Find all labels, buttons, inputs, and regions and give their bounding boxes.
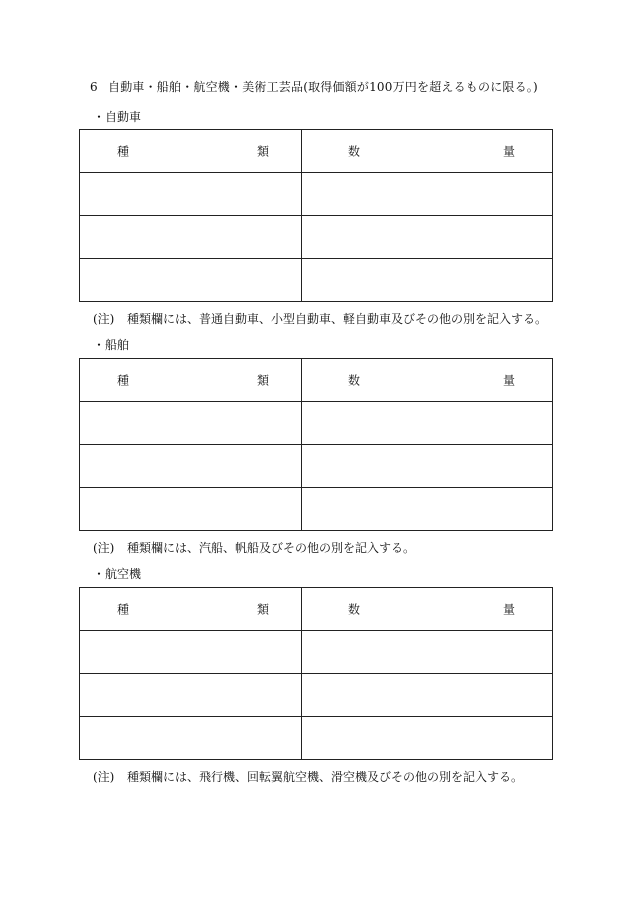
quantity-cell[interactable]	[302, 674, 553, 717]
quantity-header-char2: 量	[503, 602, 516, 617]
table-row	[80, 402, 553, 445]
quantity-header-char2: 量	[503, 373, 516, 388]
type-cell[interactable]	[80, 402, 302, 445]
type-header-char2: 類	[257, 373, 270, 388]
quantity-column-header	[302, 130, 553, 173]
quantity-cell[interactable]	[302, 631, 553, 674]
note-aircraft	[93, 768, 523, 785]
table-header-row	[80, 130, 553, 173]
quantity-header-char1: 数	[348, 373, 361, 388]
type-header-char2: 類	[257, 602, 270, 617]
quantity-cell[interactable]	[302, 216, 553, 259]
quantity-column-header	[302, 588, 553, 631]
note-mark: (注)	[93, 541, 115, 555]
note-mark: (注)	[93, 770, 115, 784]
type-cell[interactable]	[80, 674, 302, 717]
ship-table	[79, 358, 553, 531]
section-heading	[90, 78, 538, 95]
type-cell[interactable]	[80, 717, 302, 760]
table-header-row	[80, 359, 553, 402]
type-header-char1: 種	[117, 373, 130, 388]
quantity-header-char1: 数	[348, 144, 361, 159]
quantity-column-header	[302, 359, 553, 402]
table-row	[80, 173, 553, 216]
automobile-table	[79, 129, 553, 302]
note-text: 種類欄には、飛行機、回転翼航空機、滑空機及びその他の別を記入する。	[127, 770, 524, 784]
aircraft-table	[79, 587, 553, 760]
type-cell[interactable]	[80, 445, 302, 488]
subheading-automobile: ・自動車	[93, 110, 142, 124]
note-mark: (注)	[93, 312, 115, 326]
type-column-header	[80, 130, 302, 173]
note-text: 種類欄には、汽船、帆船及びその他の別を記入する。	[127, 541, 416, 555]
type-header-char2: 類	[257, 144, 270, 159]
quantity-cell[interactable]	[302, 445, 553, 488]
note-text: 種類欄には、普通自動車、小型自動車、軽自動車及びその他の別を記入する。	[127, 312, 548, 326]
quantity-header-char1: 数	[348, 602, 361, 617]
quantity-cell[interactable]	[302, 402, 553, 445]
quantity-cell[interactable]	[302, 173, 553, 216]
type-cell[interactable]	[80, 216, 302, 259]
table-row	[80, 259, 553, 302]
subheading-ship: ・船舶	[93, 338, 130, 352]
table-row	[80, 216, 553, 259]
type-header-char1: 種	[117, 602, 130, 617]
table-row	[80, 631, 553, 674]
quantity-cell[interactable]	[302, 488, 553, 531]
quantity-cell[interactable]	[302, 717, 553, 760]
subheading-aircraft: ・航空機	[93, 567, 142, 581]
quantity-cell[interactable]	[302, 259, 553, 302]
table-row	[80, 717, 553, 760]
type-cell[interactable]	[80, 173, 302, 216]
table-row	[80, 488, 553, 531]
type-cell[interactable]	[80, 631, 302, 674]
note-automobile	[93, 310, 547, 327]
section-number: 6	[90, 80, 98, 94]
type-column-header	[80, 588, 302, 631]
type-cell[interactable]	[80, 488, 302, 531]
section-heading-text: 自動車・船舶・航空機・美術工芸品(取得価額が100万円を超えるものに限る。)	[108, 80, 538, 94]
quantity-header-char2: 量	[503, 144, 516, 159]
note-ship	[93, 539, 415, 556]
type-header-char1: 種	[117, 144, 130, 159]
type-cell[interactable]	[80, 259, 302, 302]
table-header-row	[80, 588, 553, 631]
table-row	[80, 674, 553, 717]
type-column-header	[80, 359, 302, 402]
table-row	[80, 445, 553, 488]
